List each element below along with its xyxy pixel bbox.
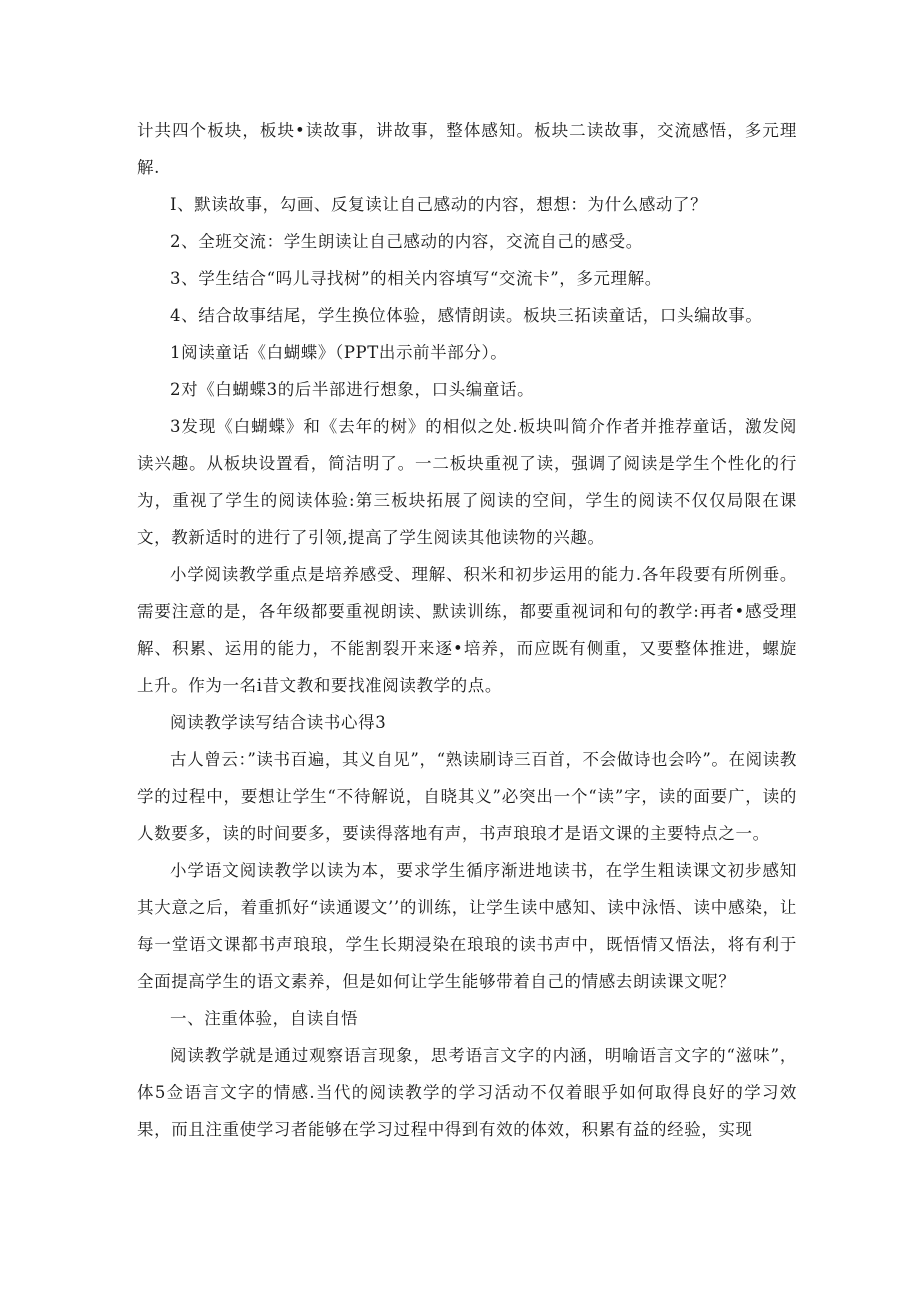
subsection-heading: 一、注重体验，自读自悟 xyxy=(170,1009,359,1028)
paragraph-1: 计共四个板块，板块•读故事，讲故事，整体感知。板块二读故事，交流感悟，多元理解. xyxy=(137,121,797,177)
paragraph-5: 4、结合故事结尾，学生换位体验，感情朗读。板块三拓读童话，口头编故事。 xyxy=(170,306,763,325)
paragraph-2: I、默读故事，勾画、反复读让自己感动的内容，想想：为什么感动了？ xyxy=(170,195,708,214)
section-title: 阅读教学读写结合读书心得3 xyxy=(170,713,387,732)
document-body xyxy=(137,112,797,1148)
paragraph-11: 小学语文阅读教学以读为本，要求学生循序渐进地读书，在学生粗读课文初步感知其大意之后，着重抓好“读通谡文’’的训练，让学生读中感知、读中泳悟、读中感染，让每一堂语文课都书声琅琅，学生长期浸染在琅琅的读书声中，既悟情又悟法，将有利于全面提高学生的语文素养，但是如何让学生能够带着自己的情感去朗读课文呢？ xyxy=(137,861,797,991)
paragraph-6: 1阅读童话《白蝴蝶》（PPT出示前半部分）。 xyxy=(170,343,508,362)
paragraph-9: 小学阅读教学重点是培养感受、理解、积米和初步运用的能力.各年段要有所例垂。需要注意的是，各年级都要重视朗读、默读训练，都要重视词和句的教学:再者•感受理解、积累、运用的能力，不能割裂开来逐•培养，而应既有侧重，又要整体推进，螺旋上升。作为一名i昔文教和要找准阅读教学的点。 xyxy=(137,565,797,695)
paragraph-10: 古人曾云：”读书百遍，其义自见”，“熟读刷诗三百首，不会做诗也会吟”。在阅读教学的过程中，要想让学生“不待解说，自晓其义”必突出一个“读”字，读的面要广，读的人数要多，读的时间要多，要读得落地有声，书声琅琅才是语文课的主要特点之一。 xyxy=(137,750,797,843)
paragraph-8: 3发现《白蝴蝶》和《去年的树》的相似之处.板块叫简介作者并推荐童话，激发阅读兴趣。从板块设置看，简洁明了。一二板块重视了读，强调了阅读是学生个性化的行为，重视了学生的阅读体验:第三板块拓展了阅读的空间，学生的阅读不仅仅局限在课文，教新适时的进行了引领,提高了学生阅读其他读物的兴趣。 xyxy=(137,417,797,547)
paragraph-3: 2、全班交流：学生朗读让自己感动的内容，交流自己的感受。 xyxy=(170,232,643,251)
paragraph-7: 2对《白蝴蝶3的后半部进行想象，口头编童话。 xyxy=(170,380,535,399)
paragraph-12: 阅读教学就是通过观察语言现象，思考语言文字的内涵，明喻语言文字的“滋味”，体5佥语言文字的情感.当代的阅读教学的学习活动不仅着眼乎如何取得良好的学习效果，而且注重使学习者能够在学习过程中得到有效的体效，积累有益的经验，实现 xyxy=(137,1046,797,1139)
paragraph-4: 3、学生结合“吗儿寻找树”的相关内容填写“交流卡”，多元理解。 xyxy=(170,269,662,288)
